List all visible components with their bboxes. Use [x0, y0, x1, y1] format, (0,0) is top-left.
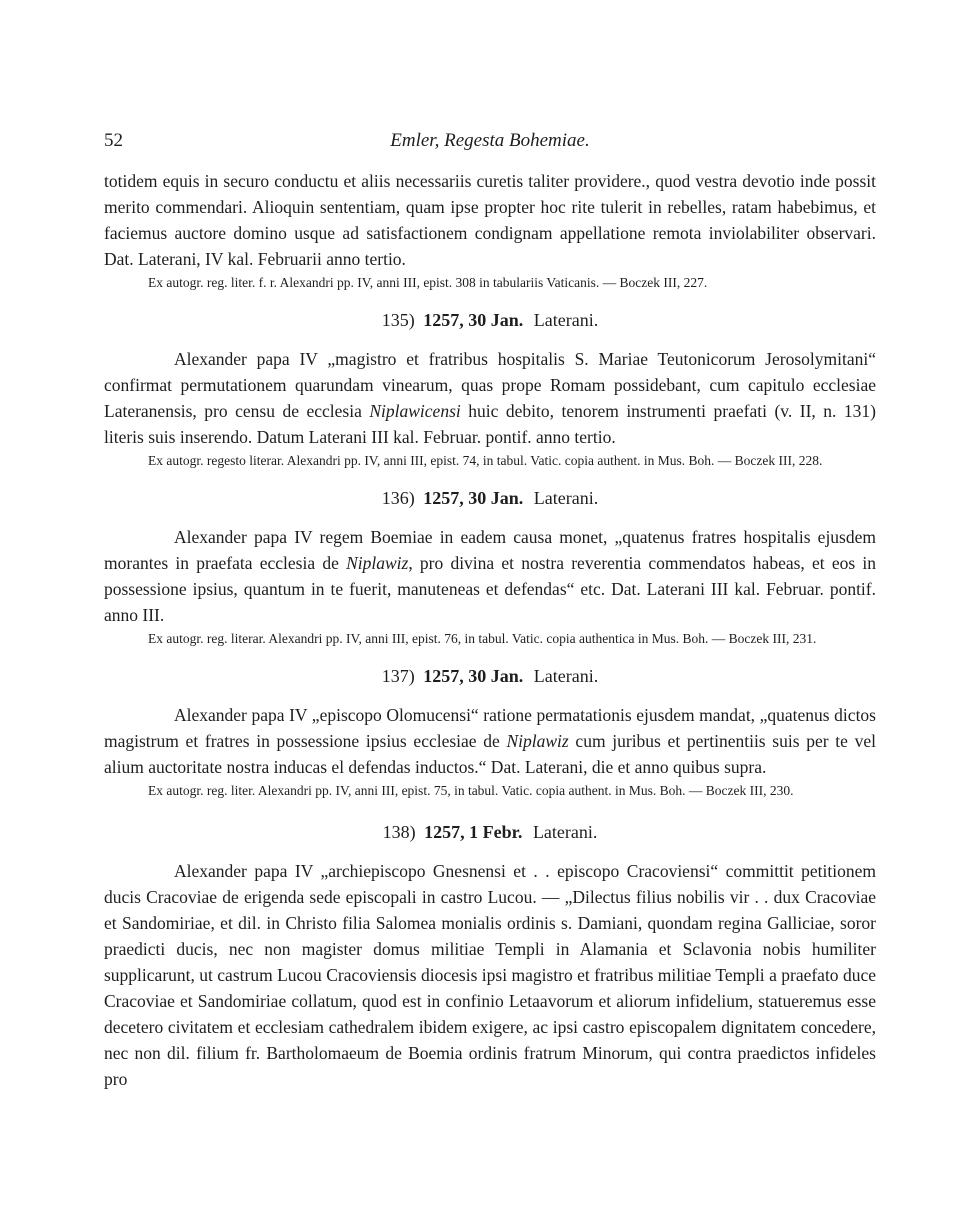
entry-136-heading [104, 488, 876, 512]
opening-source-note: Ex autogr. reg. liter. f. r. Alexandri pp. IV, anni III, epist. 308 in tabulariis Vaticanis. — Boczek III, 227. [148, 275, 708, 290]
entry-date: 1257, 30 Jan. [423, 488, 524, 508]
entry-text-part: huic debito, tenorem instrumenti praefati (v. II, n. 131) literis suis inserendo. Datum Laterani III kal. Februar. pontif. anno tertio. [104, 401, 876, 447]
entry-138-heading [104, 822, 876, 846]
page-number: 52 [104, 130, 123, 151]
entry-italic-place-name: Niplawiz [346, 553, 409, 573]
entry-number: 136) [381, 488, 415, 508]
entry-137-heading [104, 666, 876, 690]
entry-text-part: Alexander papa IV „magistro et fratribus hospitalis S. Mariae Teutonicorum Jerosolymitani“ confirmat permutationem quarundam vinearum, quas prope Romam possidebant, cum capitulo ecclesiae Lateranensis, pro censu de ecclesia [104, 349, 876, 421]
entry-138-text [104, 858, 876, 1092]
entry-text-part: , pro divina et nostra reverentia commendatos habeas, et eos in possessione ipsius, quantum in te fuerit, manuteneas et defendas“ etc. Dat. Laterani III kal. Februar. pontif. anno III. [104, 553, 877, 625]
entry-number: 138) [382, 822, 416, 842]
entry-135-text [104, 346, 876, 450]
entry-date: 1257, 30 Jan. [423, 666, 524, 686]
entry-text-part: Alexander papa IV regem Boemiae in eadem causa monet, „quatenus fratres hospitalis ejusdem morantes in praefata ecclesia de [104, 527, 876, 573]
entry-number: 137) [381, 666, 415, 686]
running-header [104, 130, 876, 160]
entry-137-source-note: Ex autogr. reg. liter. Alexandri pp. IV, anni III, epist. 75, in tabul. Vatic. copia authent. in Mus. Boh. — Boczek III, 230. [148, 783, 794, 798]
entry-136-source-note: Ex autogr. reg. literar. Alexandri pp. IV, anni III, epist. 76, in tabul. Vatic. copia authentica in Mus. Boh. — Boczek III, 231. [148, 631, 817, 646]
entry-date: 1257, 30 Jan. [423, 310, 524, 330]
entry-place: Laterani. [533, 488, 599, 508]
entry-text-part: Alexander papa IV „episcopo Olomucensi“ ratione permatationis ejusdem mandat, „quatenus dictos magistrum et fratres in possessione ipsius ecclesiae de [104, 705, 876, 751]
entry-136-text [104, 524, 876, 628]
running-title: Emler, Regesta Bohemiae. [390, 130, 590, 151]
entry-135-heading [104, 310, 876, 334]
page [104, 130, 876, 1092]
entry-text-part: Alexander papa IV „archiepiscopo Gnesnensi et . . episcopo Cracoviensi“ committit petitionem ducis Cracoviae de erigenda sede episcopali in castro Lucou. — „Dilectus filius nobilis vir . . dux Cracoviae et Sandomiriae, et dil. in Christo filia Salomea monialis ordinis s. Damiani, quondam regina Galliciae, soror praedicti ducis, nec non magister domus militiae Templi in Alamania et Sclavonia nobis humiliter supplicarunt, ut castrum Lucou Cracoviensis diocesis ipsi magistro et fratribus militiae Templi a praefato duce Cracoviae et Sandomiriae collatum, quod est in confinio Letaavorum et aliorum infidelium, statueremus esse decetero civitatem et ecclesiam cathedralem ibidem exigere, ac ipsi castro episcopalem dignitatem concedere, nec non dil. filium fr. Bartholomaeum de Boemia ordinis fratrum Minorum, qui contra praedictos infideles pro [104, 861, 876, 1089]
entry-135-source-note: Ex autogr. regesto literar. Alexandri pp. IV, anni III, epist. 74, in tabul. Vatic. copia authent. in Mus. Boh. — Boczek III, 228. [148, 453, 823, 468]
entry-italic-place-name: Niplawiz [506, 731, 569, 751]
entry-italic-place-name: Niplawicensi [369, 401, 461, 421]
entry-date: 1257, 1 Febr. [424, 822, 523, 842]
entry-number: 135) [381, 310, 415, 330]
entry-text-part: cum juribus et pertinentiis suis per te vel alium auctoritate nostra inducas el defendas inductos.“ Dat. Laterani, die et anno quibus supra. [104, 731, 876, 777]
entry-place: Laterani. [532, 822, 598, 842]
entry-137-text [104, 702, 876, 780]
entry-place: Laterani. [533, 310, 599, 330]
opening-paragraph: totidem equis in securo conductu et aliis necessariis curetis taliter providere., quod vestra devotio inde possit merito commendari. Alioquin sententiam, quam ipse propter hoc rite tulerit in rebelles, ratam habebimus, et faciemus auctore domino usque ad satisfactionem condignam appellatione remota inviolabiliter observari. Dat. Laterani, IV kal. Februarii anno tertio. [104, 171, 876, 269]
entry-place: Laterani. [533, 666, 599, 686]
